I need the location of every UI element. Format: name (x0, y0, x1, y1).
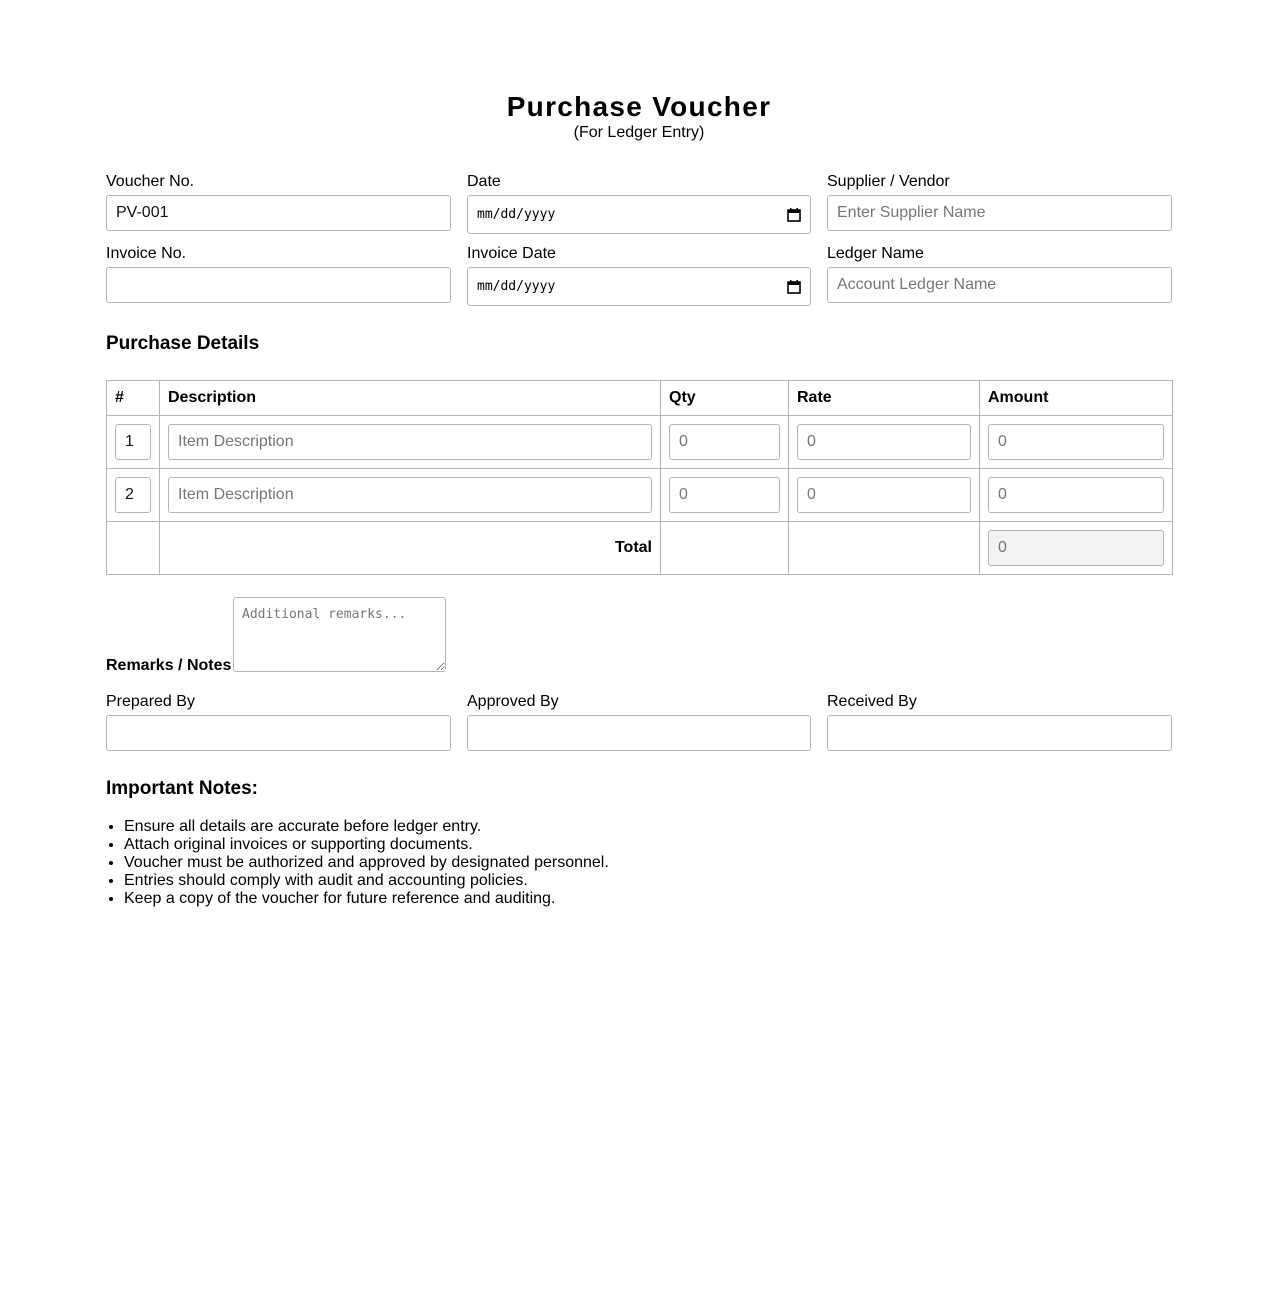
supplier-input[interactable] (827, 195, 1172, 231)
row-number-input[interactable] (115, 477, 151, 513)
received-by-input[interactable] (827, 715, 1172, 751)
total-row (107, 522, 1173, 575)
approved-by-input[interactable] (467, 715, 811, 751)
page-subtitle: (For Ledger Entry) (573, 124, 705, 141)
total-label: Total (160, 522, 661, 575)
date-label: Date (467, 173, 501, 190)
calendar-icon[interactable] (787, 280, 801, 294)
ledger-name-input[interactable] (827, 267, 1172, 303)
purchase-items-table (106, 380, 1173, 575)
total-empty-cell (661, 522, 789, 575)
invoice-no-input[interactable] (106, 267, 451, 303)
rate-input[interactable] (797, 424, 971, 460)
table-row (107, 469, 1173, 522)
column-header-amount: Amount (980, 381, 1173, 416)
item-description-input[interactable] (168, 477, 652, 513)
amount-input[interactable] (988, 424, 1164, 460)
remarks-label: Remarks / Notes (106, 657, 232, 674)
voucher-no-label: Voucher No. (106, 173, 195, 190)
list-item: • Keep a copy of the voucher for future reference and auditing. (124, 890, 609, 908)
prepared-by-input[interactable] (106, 715, 451, 751)
amount-input[interactable] (988, 477, 1164, 513)
date-input[interactable] (467, 195, 811, 234)
calendar-icon[interactable] (787, 208, 801, 222)
important-notes-list (106, 818, 609, 908)
item-description-input[interactable] (168, 424, 652, 460)
column-header-rate: Rate (789, 381, 980, 416)
total-empty-cell (107, 522, 160, 575)
list-item: • Attach original invoices or supporting documents. (124, 836, 609, 854)
received-by-label: Received By (827, 693, 917, 710)
column-header-description: Description (160, 381, 661, 416)
purchase-details-heading: Purchase Details (106, 333, 260, 354)
total-amount-input (988, 530, 1164, 566)
table-row (107, 416, 1173, 469)
column-header-qty: Qty (661, 381, 789, 416)
list-item: • Voucher must be authorized and approved by designated personnel. (124, 854, 609, 872)
column-header-num: # (107, 381, 160, 416)
rate-input[interactable] (797, 477, 971, 513)
invoice-no-label: Invoice No. (106, 245, 187, 262)
invoice-date-value: mm/dd/yyyy (477, 279, 556, 294)
voucher-no-input[interactable] (106, 195, 451, 231)
invoice-date-label: Invoice Date (467, 245, 556, 262)
table-header-row (107, 381, 1173, 416)
important-notes-heading: Important Notes: (106, 778, 258, 799)
ledger-name-label: Ledger Name (827, 245, 924, 262)
remarks-textarea[interactable] (233, 597, 446, 672)
total-empty-cell (789, 522, 980, 575)
date-value: mm/dd/yyyy (477, 207, 556, 222)
supplier-label: Supplier / Vendor (827, 173, 950, 190)
list-item: • Entries should comply with audit and accounting policies. (124, 872, 609, 890)
page-title: Purchase Voucher (506, 91, 772, 122)
qty-input[interactable] (669, 424, 780, 460)
row-number-input[interactable] (115, 424, 151, 460)
invoice-date-input[interactable] (467, 267, 811, 306)
prepared-by-label: Prepared By (106, 693, 195, 710)
list-item: • Ensure all details are accurate before ledger entry. (124, 818, 609, 836)
approved-by-label: Approved By (467, 693, 559, 710)
qty-input[interactable] (669, 477, 780, 513)
